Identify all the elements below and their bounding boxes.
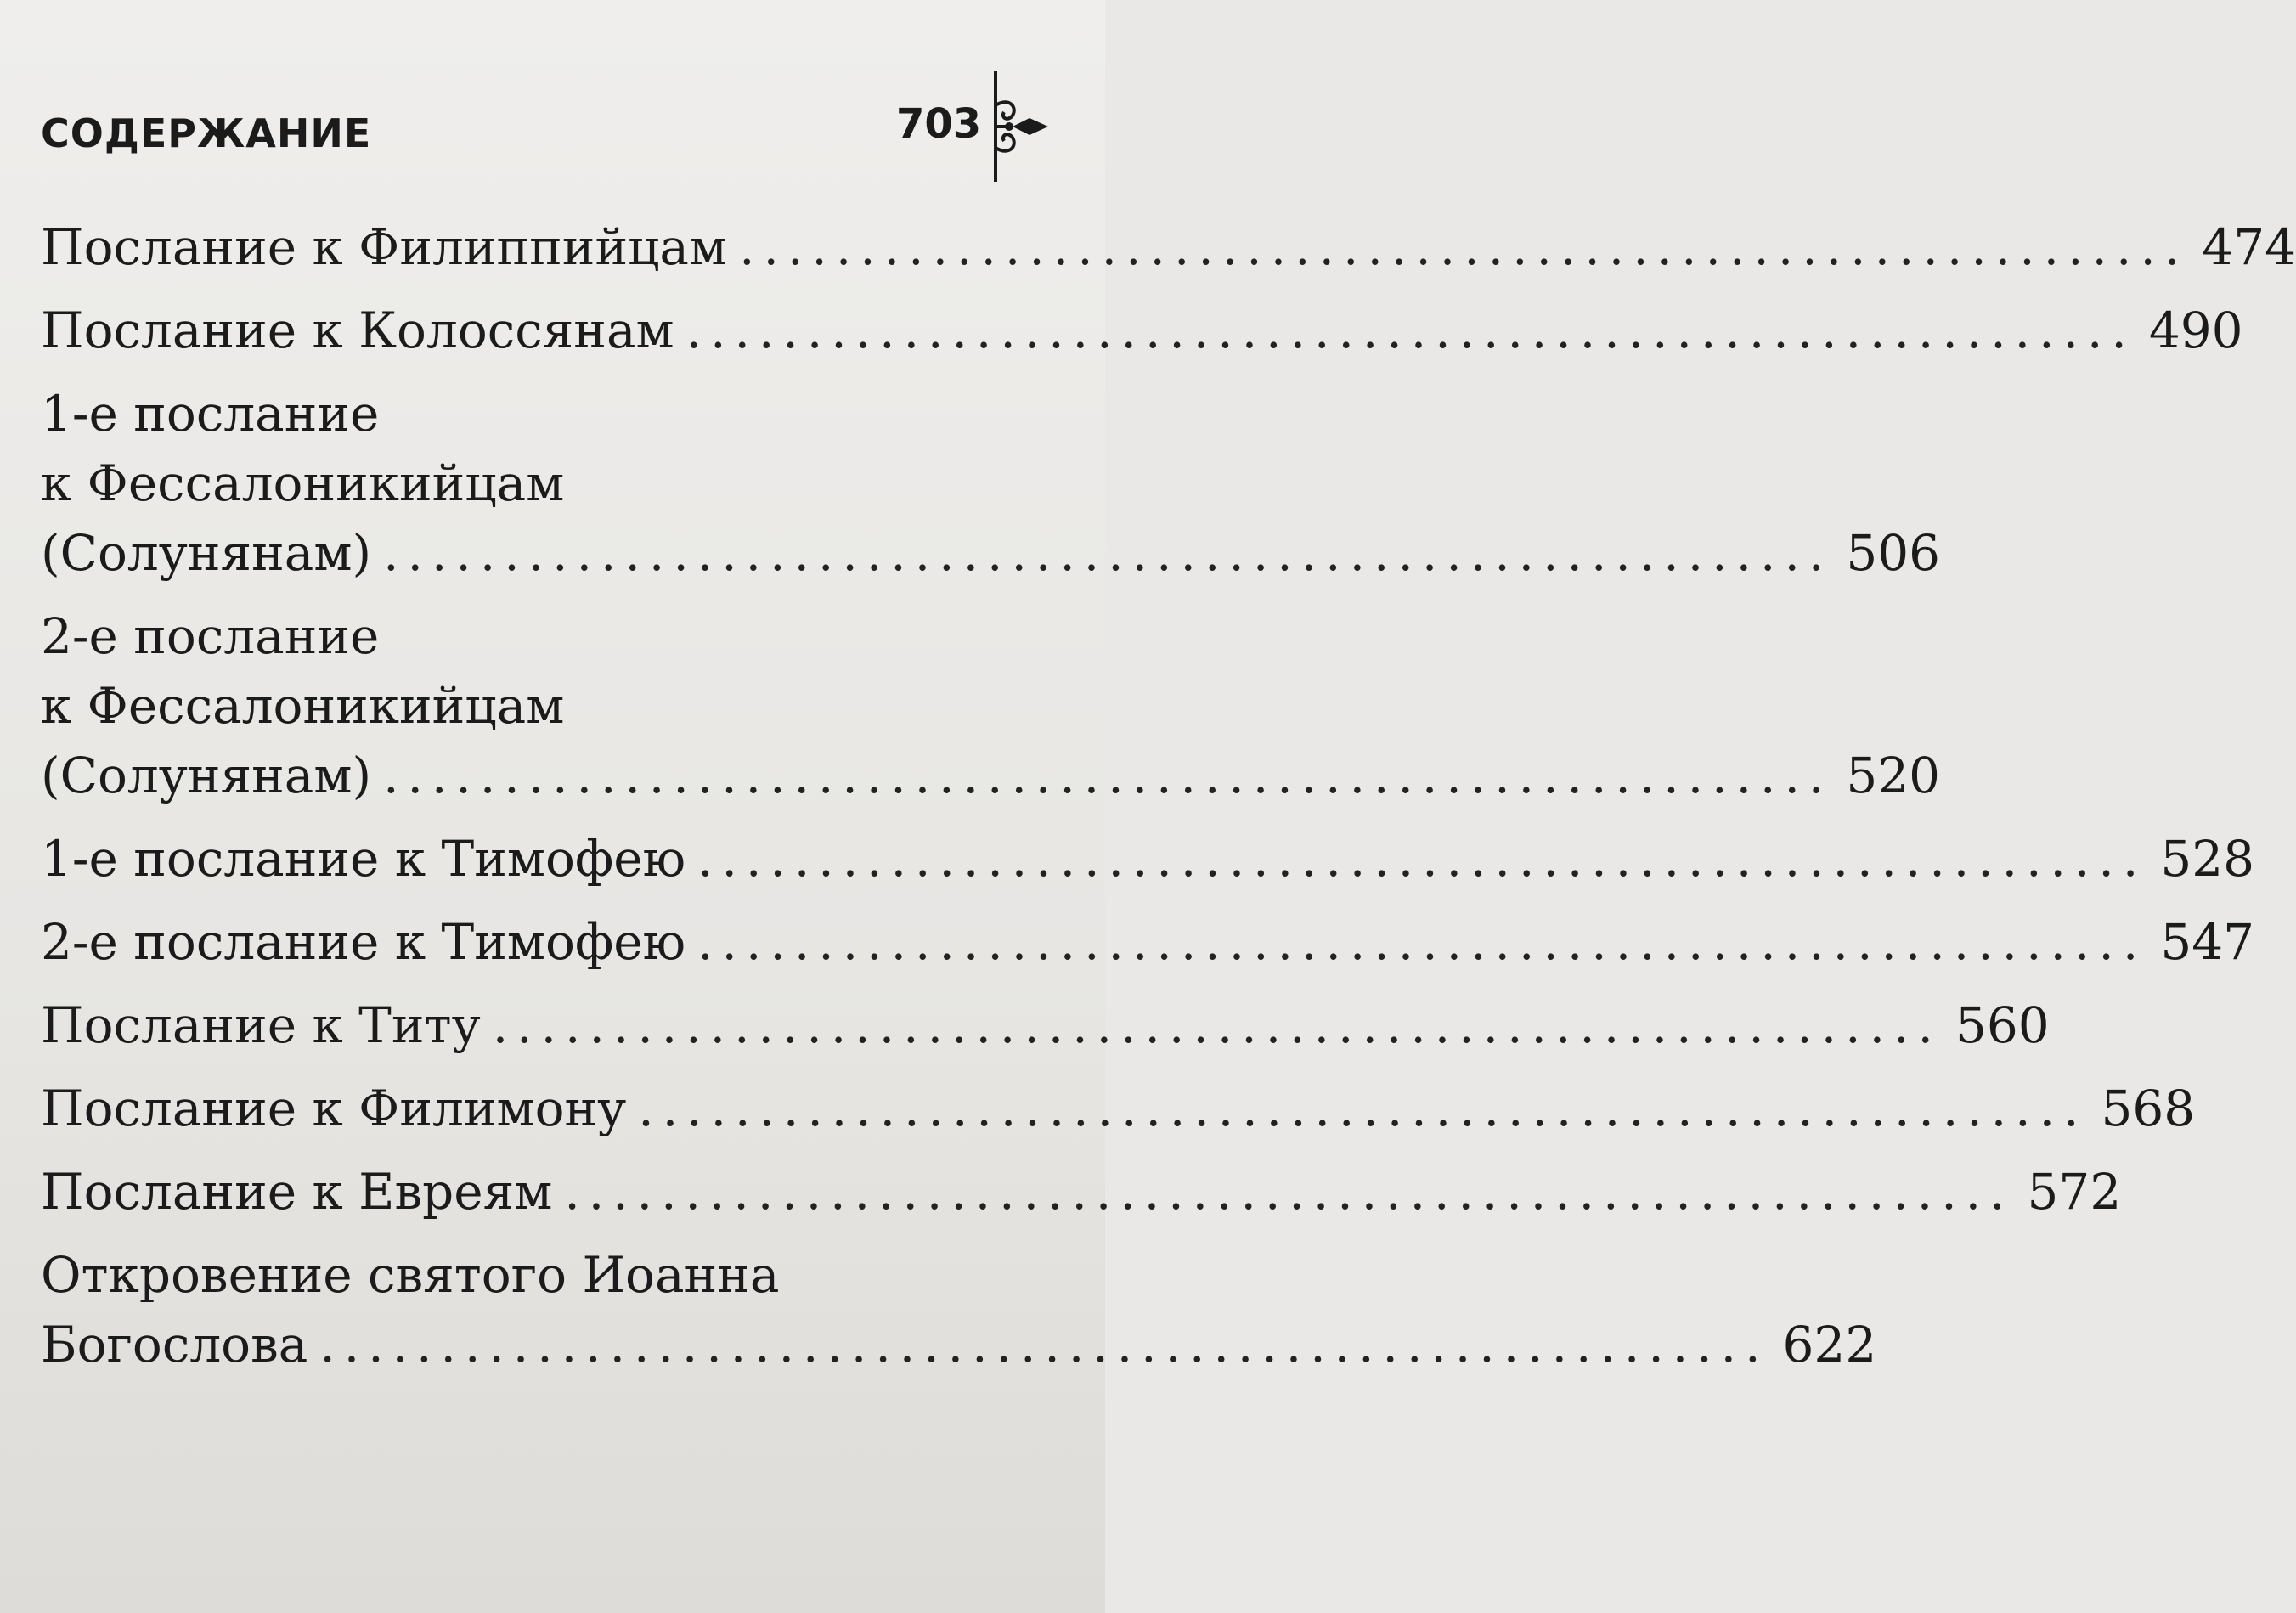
toc-entry-line xyxy=(41,907,2255,977)
toc-entry xyxy=(41,990,2050,1060)
dot-leader: ............................................................ xyxy=(383,524,1833,582)
toc-entry-line xyxy=(41,1157,2122,1227)
dot-leader: ............................................................ xyxy=(697,913,2147,971)
table-of-contents xyxy=(41,212,2296,1379)
dot-leader: ............................................................ xyxy=(492,996,1942,1054)
toc-page-number: 520 xyxy=(1846,747,1941,804)
toc-entry-line xyxy=(41,1240,979,1310)
toc-entry-title: 2-е послание к Тимофею xyxy=(41,913,686,971)
toc-entry xyxy=(41,1240,1877,1379)
toc-entry xyxy=(41,296,2243,365)
fleur-ornament-icon xyxy=(992,71,1050,182)
toc-entry-title: Откровение святого Иоанна xyxy=(41,1246,780,1304)
toc-entry-title: 2-е послание xyxy=(41,607,380,665)
toc-entry-title: к Фессалоникийцам xyxy=(41,677,565,735)
toc-page-number: 506 xyxy=(1846,524,1941,582)
page-number: 703 xyxy=(896,100,982,148)
toc-page-number: 572 xyxy=(2027,1163,2122,1221)
toc-page-number: 490 xyxy=(2148,302,2243,359)
toc-entry-title: 1-е послание к Тимофею xyxy=(41,830,686,888)
toc-entry xyxy=(41,907,2255,977)
toc-entry-title: Послание к Колоссянам xyxy=(41,302,674,359)
toc-entry-line xyxy=(41,601,979,671)
toc-entry-title: Послание к Евреям xyxy=(41,1163,553,1221)
toc-entry-line xyxy=(41,1074,2196,1143)
dot-leader: ............................................................ xyxy=(319,1316,1769,1373)
toc-entry-title: Послание к Филиппийцам xyxy=(41,218,728,276)
toc-entry-title: Богослова xyxy=(41,1316,308,1373)
toc-entry-title: 1-е послание xyxy=(41,385,380,443)
toc-entry xyxy=(41,824,2255,894)
dot-leader: ............................................................ xyxy=(564,1163,2014,1221)
toc-entry xyxy=(41,212,2296,282)
toc-page-number: 474 xyxy=(2202,218,2296,276)
toc-entry-line xyxy=(41,741,1941,810)
toc-entry-line xyxy=(41,1310,1877,1379)
toc-entry-line xyxy=(41,990,2050,1060)
toc-entry-line xyxy=(41,379,979,448)
toc-entry-title: (Солунянам) xyxy=(41,524,372,582)
page-title: СОДЕРЖАНИЕ xyxy=(41,110,372,156)
toc-page-number: 560 xyxy=(1955,996,2050,1054)
toc-entry xyxy=(41,1157,2122,1227)
dot-leader: ............................................................ xyxy=(697,830,2147,888)
toc-entry-title: Послание к Филимону xyxy=(41,1080,627,1137)
dot-leader: ............................................................ xyxy=(685,302,2135,359)
toc-page-number: 528 xyxy=(2160,830,2255,888)
toc-entry-line xyxy=(41,824,2255,894)
toc-entry xyxy=(41,601,1941,810)
toc-page-number: 568 xyxy=(2101,1080,2196,1137)
toc-entry xyxy=(41,379,1941,588)
toc-entry-title: Послание к Титу xyxy=(41,996,481,1054)
toc-entry-title: к Фессалоникийцам xyxy=(41,454,565,512)
toc-page-number: 547 xyxy=(2160,913,2255,971)
toc-entry-title: (Солунянам) xyxy=(41,747,372,804)
toc-entry-line xyxy=(41,671,979,741)
toc-entry-line xyxy=(41,212,2296,282)
toc-entry-line xyxy=(41,518,1941,588)
dot-leader: ............................................................ xyxy=(739,218,2189,276)
dot-leader: ............................................................ xyxy=(638,1080,2088,1137)
dot-leader: ............................................................ xyxy=(383,747,1833,804)
toc-page-number: 622 xyxy=(1782,1316,1877,1373)
toc-entry xyxy=(41,1074,2196,1143)
toc-entry-line xyxy=(41,296,2243,365)
toc-entry-line xyxy=(41,448,979,518)
